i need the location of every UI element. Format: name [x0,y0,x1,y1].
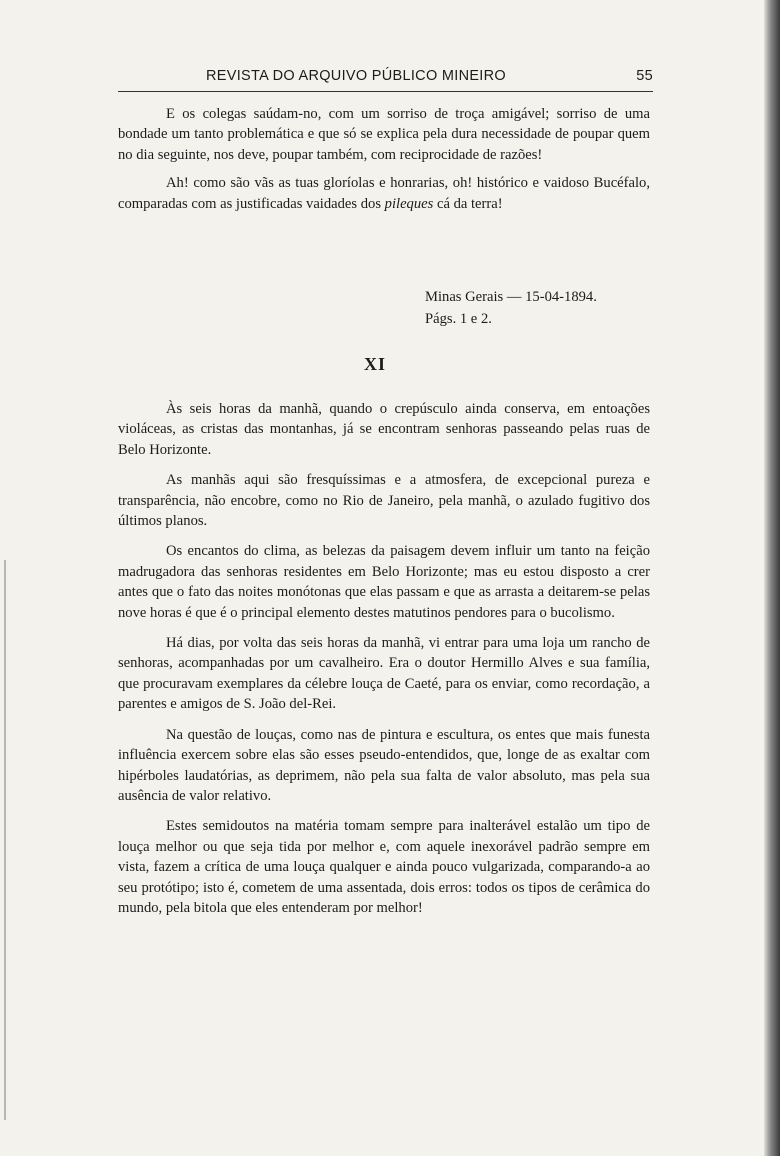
running-title: REVISTA DO ARQUIVO PÚBLICO MINEIRO [206,68,506,84]
paragraph: Na questão de louças, como nas de pintura e escultura, os entes que mais funesta influência exercem sobre elas são esses pseudo-entendidos, que, longe de as exaltar com hipérboles laudatórias, as deprimem, não pela sua falta de valor absoluto, mas pela sua ausência de valor relativo. [118,726,650,804]
top-text-block [118,104,650,222]
paragraph: Os encantos do clima, as belezas da paisagem devem influir um tanto na feição madrugadora das senhoras residentes em Belo Horizonte; mas eu estou disposto a crer antes que o fato das noites monótonas que elas passam e que as arrasta a deitarem-se pelas nove horas é que é o principal elemento destes matutinos pendores para o bucolismo. [118,543,650,621]
paragraph: E os colegas saúdam-no, com um sorriso de troça amigável; sorriso de uma bondade um tanto problemática e que só se explica pela dura necessidade de poupar quem no dia seguinte, nos deve, poupar também, com reciprocidade de razões! [118,106,650,163]
paragraph: Há dias, por volta das seis horas da manhã, vi entrar para uma loja um rancho de senhoras, acompanhadas por um cavalheiro. Era o doutor Hermillo Alves e sua família, que procuravam exemplares da célebre louça de Caeté, para os enviar, como recordação, a parentes e amigos de S. João del-Rei. [118,635,650,713]
text-run: Ah! como são vãs as tuas gloríolas e honrarias, oh! histórico e vaidoso Bucéfalo, comparadas com as justificadas vaidades dos [118,175,650,212]
section-heading: XI [363,354,386,374]
section-text-block [118,399,650,928]
page-binding-shadow [764,0,780,1156]
citation-source: Minas Gerais — 15-04-1894. [425,289,597,305]
paragraph: As manhãs aqui são fresquíssimas e a atmosfera, de excepcional pureza e transparência, não encobre, como no Rio de Janeiro, pela manhã, o azulado fugitivo dos últimos planos. [118,472,650,530]
page-number: 55 [636,68,653,84]
paragraph [118,173,650,214]
header-rule [118,91,653,92]
source-citation [425,286,597,330]
text-run: cá da terra! [433,195,503,212]
running-header [118,64,653,88]
page-left-edge [4,560,6,1120]
paragraph: Estes semidoutos na matéria tomam sempre para inalterável estalão um tipo de louça melhor ou que seja tida por melhor e, com aquele inexorável padrão sempre em vista, fazem a crítica de uma louça qualquer e ainda pouco vulgarizada, comparando-a ao seu protótipo; isto é, cometem de uma assentada, dois erros: todos os tipos de cerâmica do mundo, pela bitola que eles entenderam por melhor! [118,818,650,916]
italic-word: pileques [384,195,434,212]
citation-pages: Págs. 1 e 2. [425,311,492,327]
paragraph: Às seis horas da manhã, quando o crepúsculo ainda conserva, em entoações violáceas, as cristas das montanhas, já se encontram senhoras passeando pelas ruas de Belo Horizonte. [118,401,650,458]
